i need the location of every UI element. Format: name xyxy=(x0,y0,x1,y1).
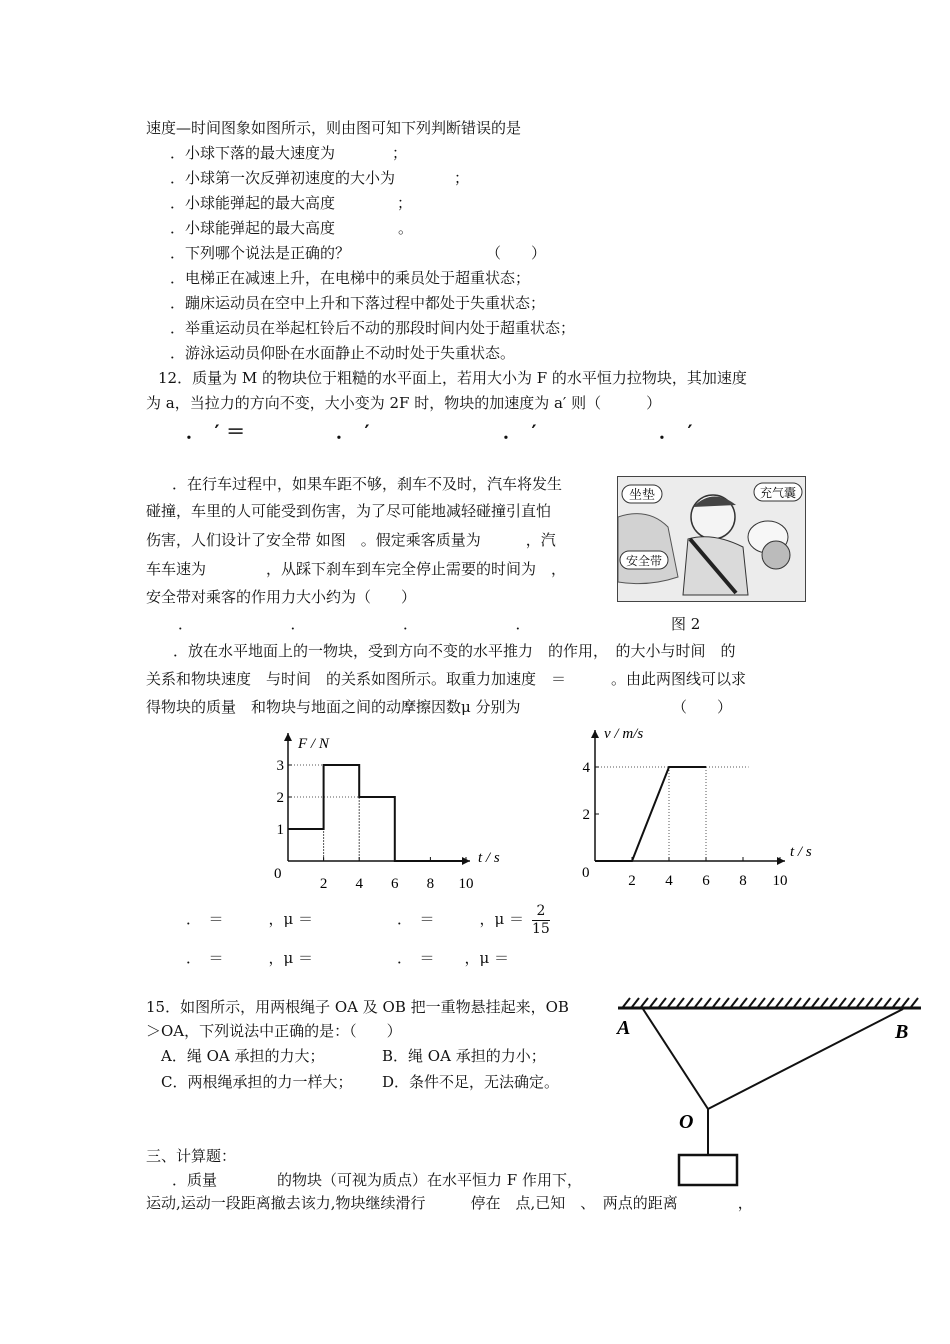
cartoon-label-airbag: 充气囊 xyxy=(759,486,797,500)
hatch-mark xyxy=(785,998,792,1007)
q12-option-a: ． ′ ＝ xyxy=(186,421,246,443)
chart-f-series xyxy=(288,765,466,861)
q13-options: ． ． ． ． xyxy=(178,615,531,633)
q12-option-c: ． ′ xyxy=(503,421,537,443)
x-tick-label: 2 xyxy=(319,876,328,892)
rope-ob xyxy=(708,1009,903,1109)
hanging-weight xyxy=(679,1155,737,1185)
chart-f-ticks xyxy=(277,758,474,892)
hatch-mark xyxy=(740,998,747,1007)
y-tick-label: 2 xyxy=(582,807,590,823)
q13-line2: 碰撞，车里的人可能受到伤害，为了尽可能地减轻碰撞引直怕 xyxy=(146,502,552,520)
y-tick-label: 1 xyxy=(276,822,284,838)
x-tick-label: 10 xyxy=(458,876,474,892)
q14-line3: 得物块的质量 和物块与地面之间的动摩擦因数μ 分别为 xyxy=(146,698,521,716)
q14-line1: ．放在水平地面上的一物块，受到方向不变的水平推力 的作用， 的大小与时间 的 xyxy=(173,642,736,660)
q13-line4: 车车速为 ，从踩下刹车到车完全停止需要的时间为 ， xyxy=(146,560,567,578)
hatch-mark xyxy=(767,998,774,1007)
q13-line5: 安全带对乘客的作用力大小约为（ ） xyxy=(146,588,417,606)
chart-v-axes xyxy=(591,730,785,865)
hatch-mark xyxy=(713,998,720,1007)
hatch-mark xyxy=(659,998,666,1007)
x-tick-label: 4 xyxy=(355,876,363,892)
hatch-mark xyxy=(893,998,900,1007)
q15-option-a: A．绳 OA 承担的力大； xyxy=(161,1047,325,1065)
chart-f-ylabel: F / N xyxy=(298,736,329,752)
hatch-mark xyxy=(848,998,855,1007)
q15-option-c: C．两根绳承担的力一样大； xyxy=(161,1073,353,1091)
hatch-mark xyxy=(677,998,684,1007)
q14-option-d: ． ＝ ，μ ＝ xyxy=(397,949,510,967)
cartoon-label-belt: 安全带 xyxy=(625,554,663,568)
q13-line1: ．在行车过程中，如果车距不够，刹车不及时，汽车将发生 xyxy=(172,475,563,493)
label-o: O xyxy=(679,1111,694,1133)
series-line-F xyxy=(288,765,466,861)
q11-answer-paren: （ ） xyxy=(486,244,547,262)
hatch-mark xyxy=(911,998,918,1007)
q10-option-b-end: ； xyxy=(454,169,470,187)
hatch-mark xyxy=(794,998,801,1007)
hatch-mark xyxy=(902,998,909,1007)
q14-option-c: ． ＝ ，μ ＝ xyxy=(186,949,314,967)
q12-line1: 12．质量为 M 的物块位于粗糙的水平面上，若用大小为 F 的水平恒力拉物块，其加速度 xyxy=(158,369,747,387)
label-a: A xyxy=(617,1017,631,1039)
hatch-mark xyxy=(758,998,765,1007)
x-axis-arrow xyxy=(777,857,785,865)
x-tick-label: 8 xyxy=(739,873,747,889)
hatch-mark xyxy=(749,998,756,1007)
section3-line1: ．质量 的物块（可视为质点）在水平恒力 F 作用下， xyxy=(172,1171,582,1189)
chart-f-xlabel: t / s xyxy=(478,850,500,866)
y-axis-arrow xyxy=(591,730,599,738)
y-tick-label: 3 xyxy=(276,758,284,774)
hatch-mark xyxy=(632,998,639,1007)
q10-option-d-end: 。 xyxy=(398,219,414,237)
velocity-time-chart xyxy=(568,722,828,892)
hatch-mark xyxy=(830,998,837,1007)
q10-option-d: ．小球能弹起的最大高度 xyxy=(170,219,336,237)
x-tick-label: 4 xyxy=(665,873,673,889)
hatch-mark xyxy=(722,998,729,1007)
hatch-mark xyxy=(803,998,810,1007)
q10-option-a: ．小球下落的最大速度为 xyxy=(170,144,336,162)
section3-heading: 三、计算题： xyxy=(146,1147,237,1165)
q13-figure-caption: 图 2 xyxy=(671,615,701,633)
hatch-mark xyxy=(704,998,711,1007)
q14-option-b: ． ＝ ，μ ＝ xyxy=(397,910,525,928)
q11-stem: ．下列哪个说法是正确的？ xyxy=(170,244,351,262)
q11-option-d: ．游泳运动员仰卧在水面静止不动时处于失重状态。 xyxy=(170,344,516,362)
ceiling-hatching xyxy=(623,998,918,1007)
chart-v-origin: 0 xyxy=(582,865,590,881)
q10-stem: 速度—时间图象如图所示，则由图可知下列判断错误的是 xyxy=(146,119,522,137)
q11-option-c: ．举重运动员在举起杠铃后不动的那段时间内处于超重状态； xyxy=(170,319,576,337)
cartoon-label-seat: 坐垫 xyxy=(628,487,656,502)
q14-answer-paren: （ ） xyxy=(672,698,733,716)
hatch-mark xyxy=(821,998,828,1007)
chart-v-ylabel: v / m/s xyxy=(604,726,644,742)
hatch-mark xyxy=(650,998,657,1007)
y-tick-label: 4 xyxy=(582,760,590,776)
hatch-mark xyxy=(857,998,864,1007)
q12-option-d: ． ′ xyxy=(659,421,693,443)
y-axis-arrow xyxy=(284,733,292,741)
chart-f-guides xyxy=(288,765,395,861)
q14-option-b-fraction xyxy=(532,903,550,938)
q14-option-a: ． ＝ ，μ ＝ xyxy=(186,910,314,928)
q15-option-d: D．条件不足，无法确定。 xyxy=(382,1073,560,1091)
label-b: B xyxy=(895,1021,909,1043)
chart-v-series xyxy=(595,767,706,861)
fraction-denominator: 15 xyxy=(532,921,550,937)
hatch-mark xyxy=(731,998,738,1007)
q10-option-b: ．小球第一次反弹初速度的大小为 xyxy=(170,169,396,187)
chart-f-origin: 0 xyxy=(274,866,282,882)
y-tick-label: 2 xyxy=(276,790,284,806)
q13-line3: 伤害，人们设计了安全带 如图 。假定乘客质量为 ，汽 xyxy=(146,531,556,549)
seatbelt-cartoon-drawing xyxy=(618,477,805,601)
hatch-mark xyxy=(623,998,630,1007)
q10-option-a-end: ； xyxy=(392,144,408,162)
chart-v-guides xyxy=(595,767,749,861)
q14-line2: 关系和物块速度 与时间 的关系如图所示。取重力加速度 ＝ 。由此两图线可以求 xyxy=(146,670,747,688)
x-tick-label: 6 xyxy=(391,876,399,892)
q10-option-c-end: ； xyxy=(397,194,413,212)
hatch-mark xyxy=(884,998,891,1007)
q15-line1: 15．如图所示，用两根绳子 OA 及 OB 把一重物悬挂起来，OB xyxy=(146,998,569,1016)
chart-v-ticks xyxy=(583,760,788,889)
chart-v-xlabel: t / s xyxy=(790,844,812,860)
chart-f-axes xyxy=(284,733,470,865)
q11-option-a: ．电梯正在减速上升，在电梯中的乘员处于超重状态； xyxy=(170,269,531,287)
q15-option-b: B．绳 OA 承担的力小； xyxy=(382,1047,546,1065)
hatch-mark xyxy=(668,998,675,1007)
x-tick-label: 2 xyxy=(628,873,636,889)
q11-option-b: ．蹦床运动员在空中上升和下落过程中都处于失重状态； xyxy=(170,294,546,312)
force-time-chart xyxy=(268,728,518,898)
fraction-numerator: 2 xyxy=(536,903,546,919)
seatbelt-cartoon-figure xyxy=(617,476,806,602)
x-tick-label: 6 xyxy=(702,873,710,889)
hatch-mark xyxy=(812,998,819,1007)
q12-option-b: ． ′ xyxy=(336,421,370,443)
hatch-mark xyxy=(839,998,846,1007)
hatch-mark xyxy=(695,998,702,1007)
q12-line2: 为 a，当拉力的方向不变，大小变为 2F 时，物块的加速度为 a′ 则（ ） xyxy=(146,394,662,412)
section3-line2: 运动,运动一段距离撤去该力,物块继续滑行 停在 点,已知 、 两点的距离 ， xyxy=(146,1194,753,1212)
x-tick-label: 10 xyxy=(772,873,788,889)
hatch-mark xyxy=(686,998,693,1007)
x-tick-label: 8 xyxy=(426,876,435,892)
hatch-mark xyxy=(866,998,873,1007)
rope-suspension-figure xyxy=(603,990,925,1200)
series-line-v xyxy=(595,767,706,861)
q10-option-c: ．小球能弹起的最大高度 xyxy=(170,194,336,212)
hatch-mark xyxy=(641,998,648,1007)
rope-oa xyxy=(643,1009,708,1109)
hatch-mark xyxy=(875,998,882,1007)
hatch-mark xyxy=(776,998,783,1007)
q15-line2: ＞OA，下列说法中正确的是：（ ） xyxy=(146,1022,402,1040)
